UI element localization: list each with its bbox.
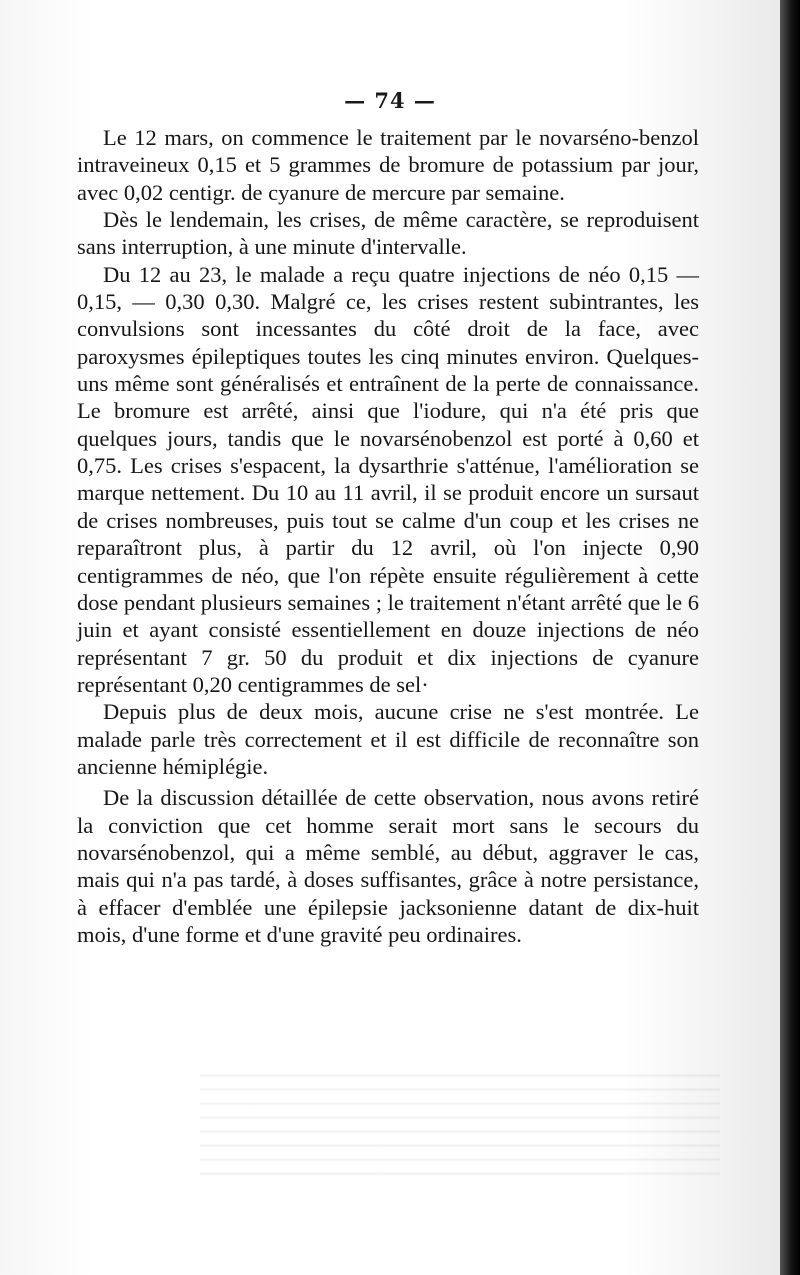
paragraph-injections: Du 12 au 23, le malade a reçu quatre injections de néo 0,15 — 0,15, — 0,30 0,30. Malgré ce, les crises restent subintrantes, les convulsions sont incessantes du côté droit de la face, avec paroxysmes épileptiques toutes les cinq minutes environ. Quelques-uns même sont généralisés et entraînent de la perte de connaissance. Le bromure est arrêté, ainsi que l'iodure, qui n'a été pris que quelques jours, tandis que le novarsénobenzol est porté à 0,60 et 0,75. Les crises s'espacent, la dysarthrie s'atténue, l'amélioration se marque nettement. Du 10 au 11 avril, il se produit encore un sursaut de crises nombreuses, puis tout se calme d'un coup et les crises ne reparaîtront plus, à partir du 12 avril, où l'on injecte 0,90 centigrammes de néo, que l'on répète ensuite régulièrement à cette dose pendant plusieurs semaines ; le traitement n'étant arrêté que le 6 juin et ayant consisté essentiellement en douze injections de néo représentant 7 gr. 50 du produit et dix injections de cyanure représentant 0,20 centigrammes de sel· xyxy=(77,261,699,697)
scan-edge-shadow xyxy=(780,0,800,1275)
show-through-bleed xyxy=(200,1064,720,1184)
paragraph-next-day: Dès le lendemain, les crises, de même caractère, se reproduisent sans interruption, à une minute d'intervalle. xyxy=(77,207,699,260)
body-text xyxy=(77,124,699,948)
paragraph-conclusion: De la discussion détaillée de cette observation, nous avons retiré la conviction que cet homme serait mort sans le secours du novarsénobenzol, qui a même semblé, au début, aggraver le cas, mais qui n'a pas tardé, à doses suffisantes, grâce à notre persistance, à effacer d'emblée une épilepsie jacksonienne datant de dix-huit mois, d'une forme et d'une gravité peu ordinaires. xyxy=(77,785,699,947)
paragraph-two-months: Depuis plus de deux mois, aucune crise ne s'est montrée. Le malade parle très correctement et il est difficile de reconnaître son ancienne hémiplégie. xyxy=(77,699,699,779)
page-number: — 74 — xyxy=(344,88,436,113)
paragraph-treatment-start: Le 12 mars, on commence le traitement par le novarséno-benzol intraveineux 0,15 et 5 grammes de bromure de potassium par jour, avec 0,02 centigr. de cyanure de mercure par semaine. xyxy=(77,125,699,205)
